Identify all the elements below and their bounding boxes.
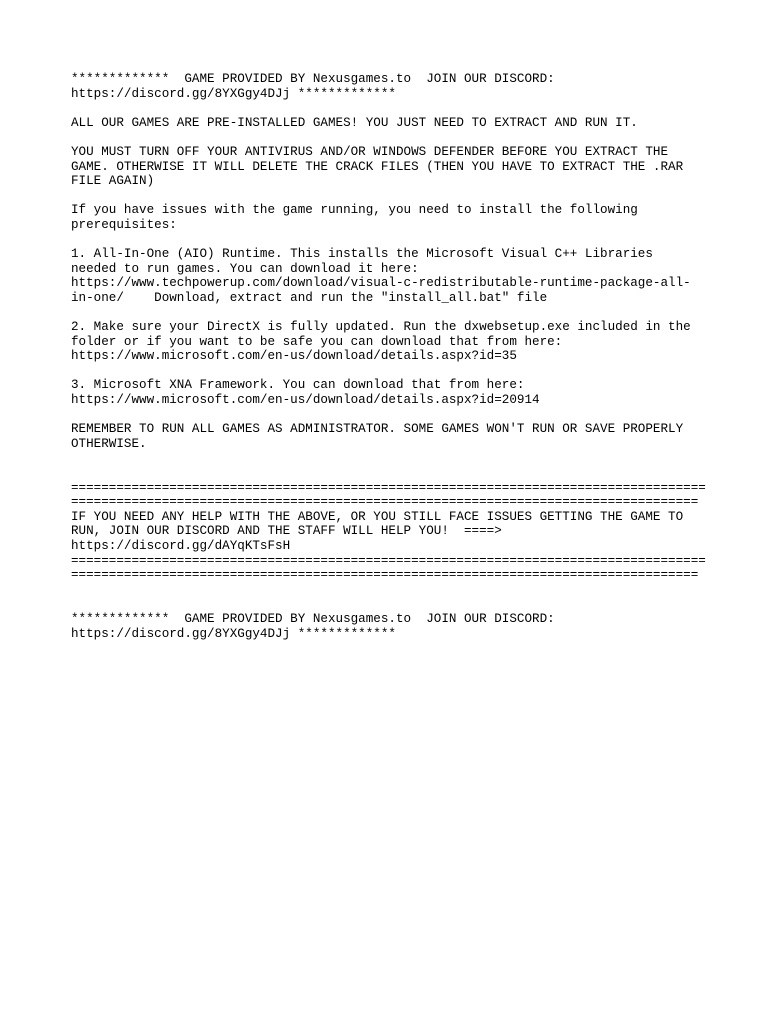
xna-download-link[interactable]: https://www.microsoft.com/en-us/download/details.aspx?id=20914 (71, 393, 540, 408)
blank-line (71, 466, 711, 481)
header-banner-line: ************* GAME PROVIDED BY Nexusgames.to JOIN OUR DISCORD: (71, 72, 555, 86)
divider-line: =================================================================================== (71, 495, 699, 510)
step-directx (71, 320, 711, 364)
help-note-line: RUN, JOIN OUR DISCORD AND THE STAFF WILL HELP YOU! ====> (71, 524, 502, 539)
help-section (71, 481, 711, 583)
step-xna-line: 3. Microsoft XNA Framework. You can download that from here: (71, 378, 525, 393)
antivirus-warning (71, 145, 711, 189)
antivirus-warning-line: FILE AGAIN) (71, 174, 155, 189)
step-aio-runtime (71, 247, 711, 305)
administrator-note-line: REMEMBER TO RUN ALL GAMES AS ADMINISTRATOR. SOME GAMES WON'T RUN OR SAVE PROPERLY (71, 422, 684, 437)
footer-banner-link[interactable]: https://discord.gg/8YXGgy4DJj ************* (71, 626, 396, 641)
blank-line (71, 597, 711, 612)
prerequisites-intro-line: If you have issues with the game running, you need to install the following (71, 203, 638, 218)
document-page (71, 72, 711, 656)
step-aio-runtime-line: in-one/ Download, extract and run the "install_all.bat" file (71, 290, 548, 305)
divider-line: ==================================================================================== (71, 480, 706, 495)
help-discord-link[interactable]: https://discord.gg/dAYqKTsFsH (71, 539, 291, 553)
techpowerup-link[interactable]: https://www.techpowerup.com/download/visual-c-redistributable-runtime-package-all- (71, 276, 691, 291)
footer-banner-line: ************* GAME PROVIDED BY Nexusgames.to JOIN OUR DISCORD: (71, 611, 555, 626)
antivirus-warning-line: YOU MUST TURN OFF YOUR ANTIVIRUS AND/OR WINDOWS DEFENDER BEFORE YOU EXTRACT THE (71, 144, 669, 159)
preinstalled-note (71, 116, 711, 131)
prerequisites-intro (71, 203, 711, 232)
divider-line: =================================================================================== (71, 568, 699, 583)
footer-banner (71, 612, 711, 641)
header-banner (71, 72, 711, 101)
step-directx-line: 2. Make sure your DirectX is fully updated. Run the dxwebsetup.exe included in the (71, 320, 691, 335)
step-directx-line: folder or if you want to be safe you can download that from here: (71, 334, 563, 349)
step-aio-runtime-line: needed to run games. You can download it here: (71, 261, 419, 276)
step-aio-runtime-line: 1. All-In-One (AIO) Runtime. This installs the Microsoft Visual C++ Libraries (71, 247, 653, 262)
antivirus-warning-line: GAME. OTHERWISE IT WILL DELETE THE CRACK FILES (THEN YOU HAVE TO EXTRACT THE .RAR (71, 159, 684, 174)
step-xna-framework (71, 378, 711, 407)
administrator-note (71, 422, 711, 451)
prerequisites-intro-line: prerequisites: (71, 217, 177, 232)
preinstalled-note-line: ALL OUR GAMES ARE PRE-INSTALLED GAMES! YOU JUST NEED TO EXTRACT AND RUN IT. (71, 115, 638, 130)
directx-download-link[interactable]: https://www.microsoft.com/en-us/download/details.aspx?id=35 (71, 349, 517, 364)
help-note-line: IF YOU NEED ANY HELP WITH THE ABOVE, OR YOU STILL FACE ISSUES GETTING THE GAME TO (71, 509, 684, 524)
administrator-note-line: OTHERWISE. (71, 436, 147, 451)
blank-line (71, 583, 711, 598)
divider-line: ==================================================================================== (71, 553, 706, 568)
header-banner-link[interactable]: https://discord.gg/8YXGgy4DJj ************* (71, 86, 396, 101)
